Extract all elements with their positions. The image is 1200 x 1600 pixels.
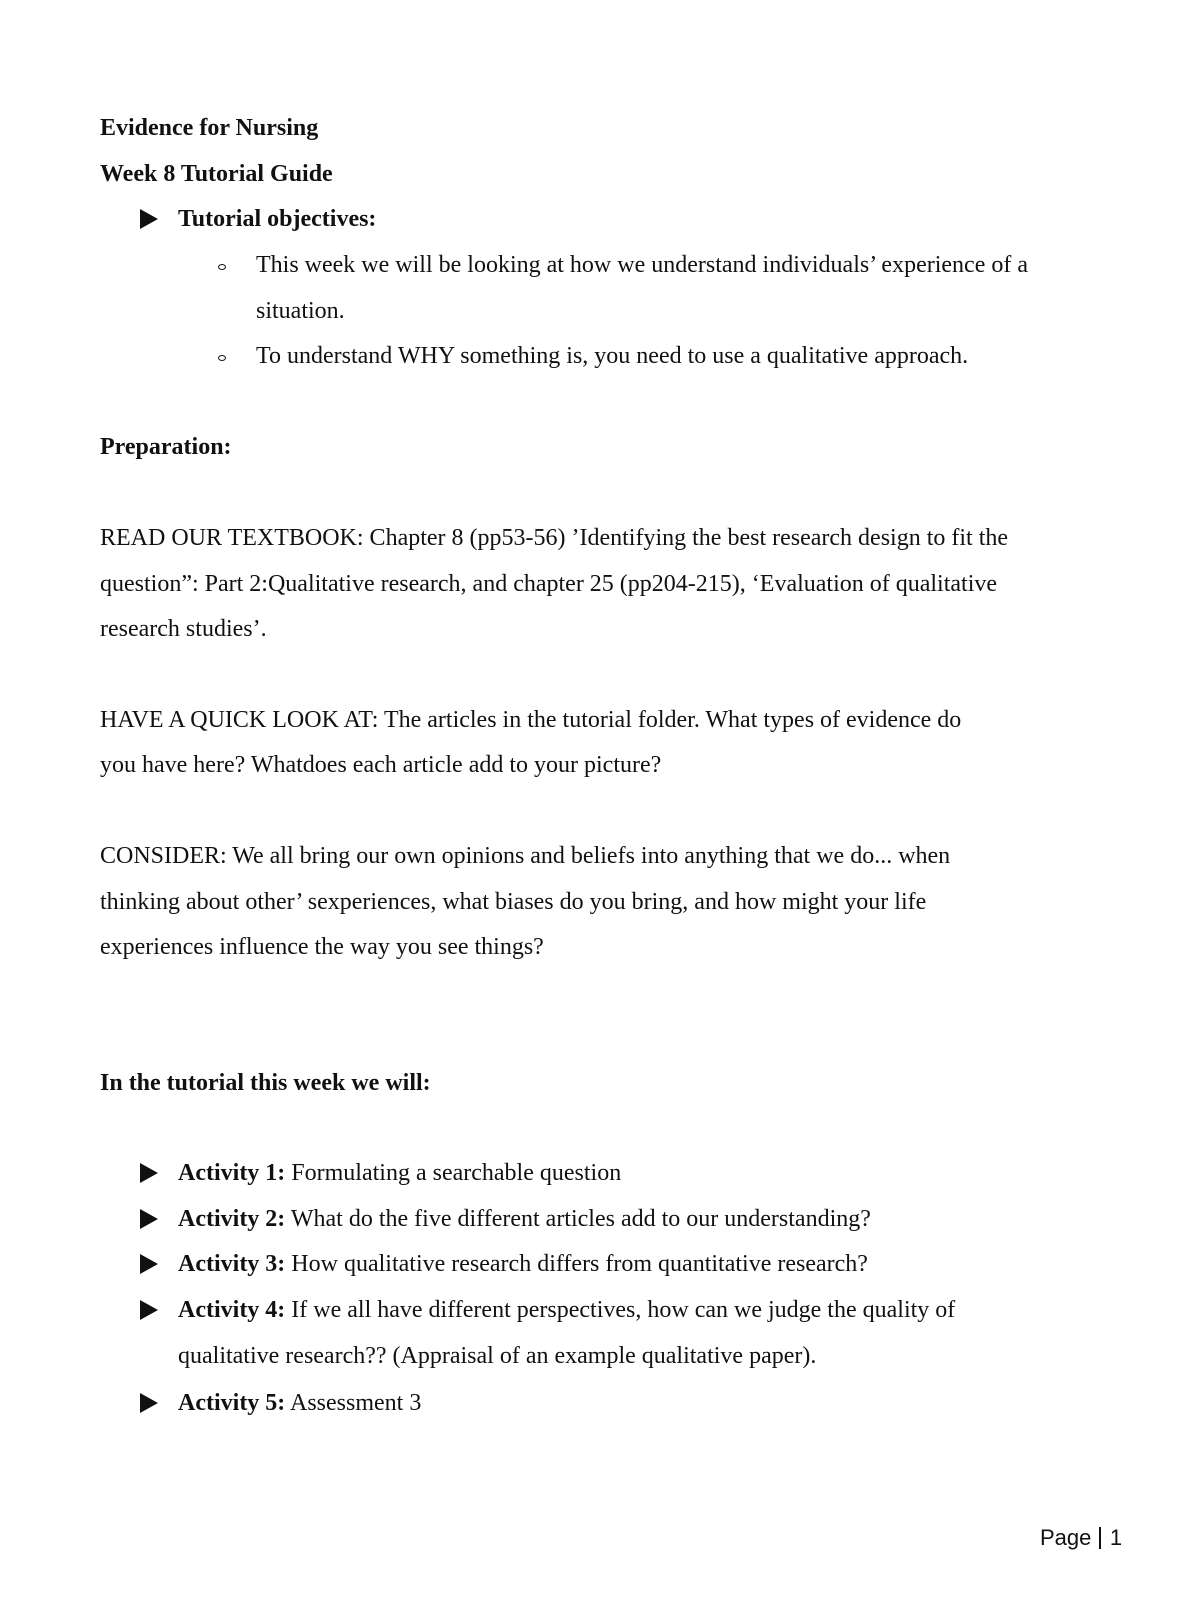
activity-label: Activity 4: <box>178 1297 286 1323</box>
arrow-bullet-icon <box>140 1300 158 1320</box>
preparation-heading: Preparation: <box>100 434 232 460</box>
consider-line-2: thinking about other’ sexperiences, what biases do you bring, and how might your life <box>100 889 927 915</box>
consider-line-3: experiences influence the way you see things? <box>100 934 544 960</box>
activity-text: What do the five different articles add to our understanding? <box>290 1206 871 1232</box>
page-label: Page <box>1040 1525 1092 1550</box>
objectives-heading: Tutorial objectives: <box>178 206 377 232</box>
activity-5 <box>178 1388 421 1418</box>
circle-bullet-icon <box>218 264 226 270</box>
activity-label: Activity 5: <box>178 1390 286 1416</box>
read-line-3: research studies’. <box>100 616 267 642</box>
tutorial-heading: In the tutorial this week we will: <box>100 1070 431 1096</box>
page-number: 1 <box>1109 1525 1123 1550</box>
objective-1-line-1: This week we will be looking at how we understand individuals’ experience of a <box>256 252 1028 278</box>
page-separator <box>1099 1527 1101 1549</box>
circle-bullet-icon <box>218 355 226 361</box>
activity-4-continuation: qualitative research?? (Appraisal of an example qualitative paper). <box>178 1343 817 1369</box>
arrow-bullet-icon <box>140 1209 158 1229</box>
read-line-2: question”: Part 2:Qualitative research, and chapter 25 (pp204-215), ‘Evaluation of qualitative <box>100 571 998 597</box>
activity-label: Activity 1: <box>178 1160 286 1186</box>
activity-1 <box>178 1158 621 1188</box>
activity-text: Assessment 3 <box>289 1390 422 1416</box>
activity-4 <box>178 1295 955 1325</box>
activity-text: Formulating a searchable question <box>291 1160 622 1186</box>
quick-look-line-1: HAVE A QUICK LOOK AT: The articles in the tutorial folder. What types of evidence do <box>100 707 962 733</box>
activity-label: Activity 2: <box>178 1206 286 1232</box>
read-line-1: READ OUR TEXTBOOK: Chapter 8 (pp53-56) ’Identifying the best research design to fit the <box>100 525 1009 551</box>
objective-1-line-2: situation. <box>256 298 345 324</box>
course-title: Evidence for Nursing <box>100 115 319 141</box>
quick-look-line-2: you have here? Whatdoes each article add to your picture? <box>100 752 662 778</box>
activity-text: How qualitative research differs from quantitative research? <box>291 1251 868 1277</box>
page-footer <box>1040 1524 1122 1552</box>
activity-text: If we all have different perspectives, how can we judge the quality of <box>291 1297 956 1323</box>
guide-title: Week 8 Tutorial Guide <box>100 161 333 187</box>
consider-line-1: CONSIDER: We all bring our own opinions and beliefs into anything that we do... when <box>100 843 951 869</box>
arrow-bullet-icon <box>140 1393 158 1413</box>
arrow-bullet-icon <box>140 209 158 229</box>
objective-2-line-1: To understand WHY something is, you need to use a qualitative approach. <box>256 343 969 369</box>
arrow-bullet-icon <box>140 1254 158 1274</box>
activity-2 <box>178 1204 871 1234</box>
arrow-bullet-icon <box>140 1163 158 1183</box>
activity-3 <box>178 1249 868 1279</box>
activity-label: Activity 3: <box>178 1251 286 1277</box>
